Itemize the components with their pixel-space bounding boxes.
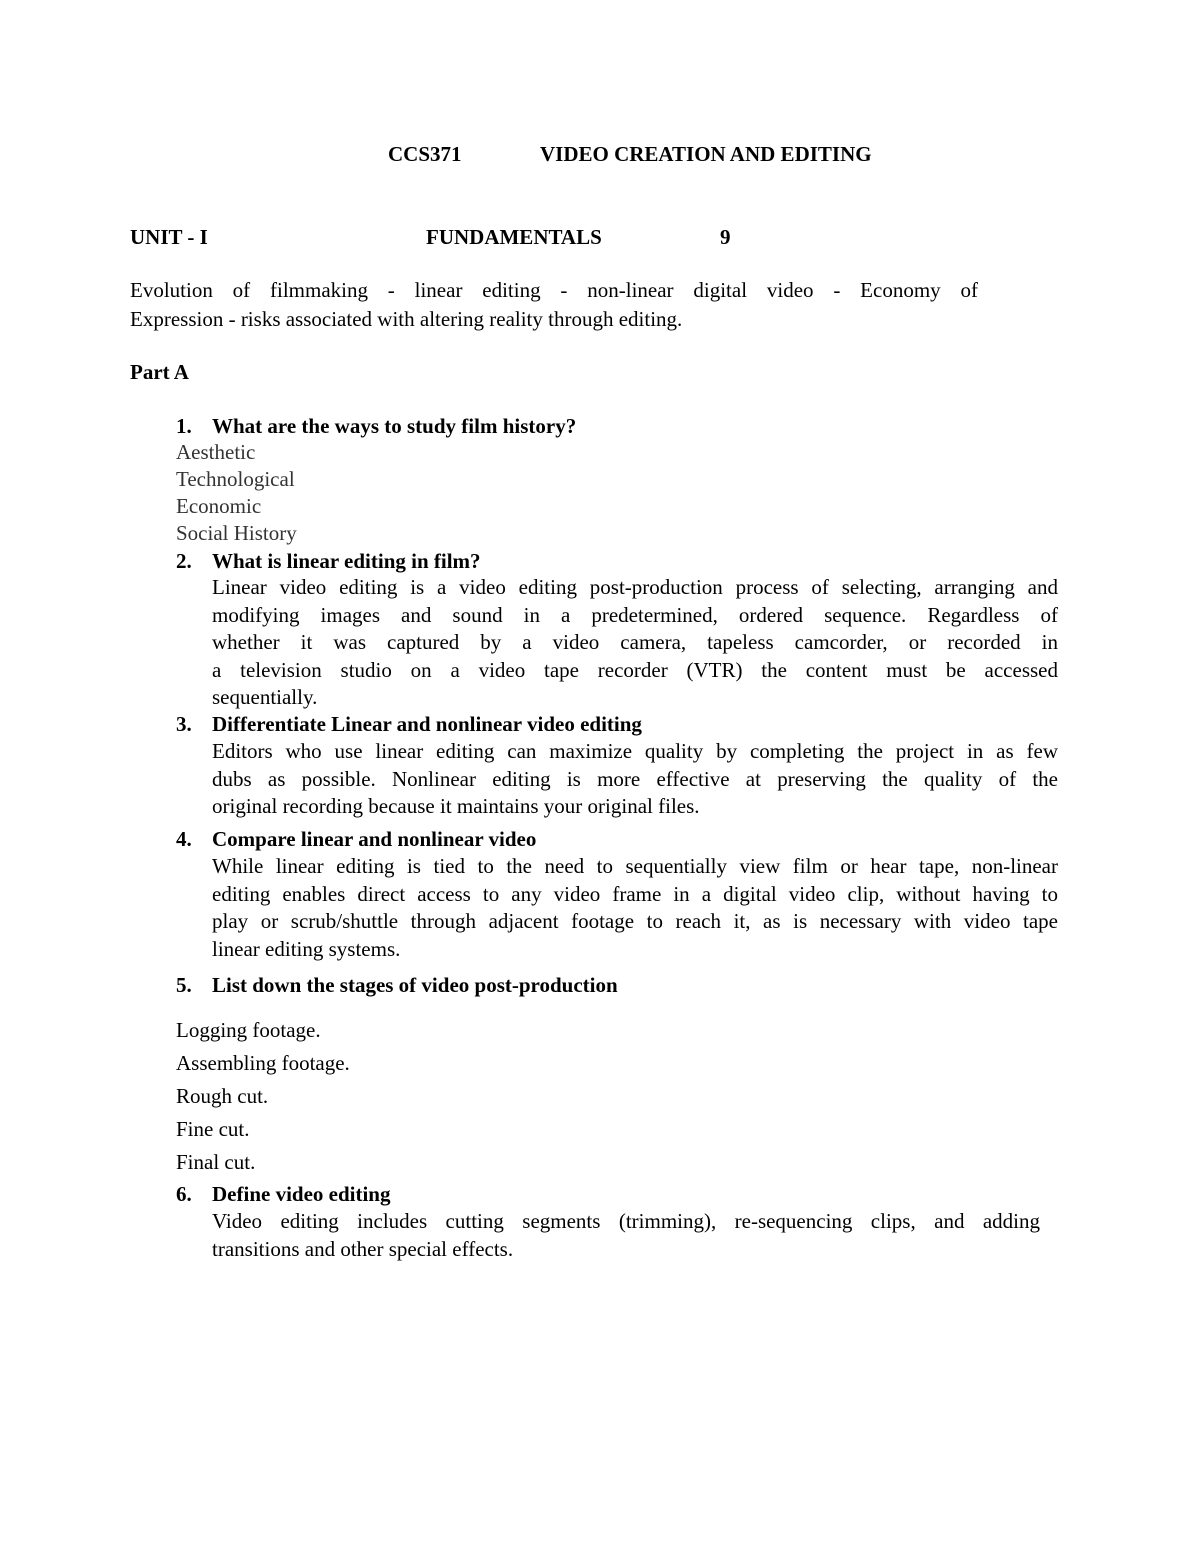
list-item: Rough cut.	[176, 1084, 269, 1108]
answer-line: whether it was captured by a video camera, tapeless camcorder, or recorded in	[212, 630, 1058, 654]
answer-line: original recording because it maintains your original files.	[212, 794, 700, 818]
question-number: 5.	[176, 973, 192, 997]
question-number: 1.	[176, 414, 192, 438]
list-item: Final cut.	[176, 1150, 256, 1174]
list-item: Assembling footage.	[176, 1051, 350, 1075]
answer-line: linear editing systems.	[212, 936, 401, 961]
question-text: Define video editing	[212, 1182, 391, 1206]
answer-line: Video editing includes cutting segments (trimming), re-sequencing clips, and adding	[212, 1209, 1040, 1233]
answer-line: Linear video editing is a video editing post-production process of selecting, arranging and	[212, 575, 1058, 599]
question-text: What is linear editing in film?	[212, 549, 481, 573]
question-text: What are the ways to study film history?	[212, 414, 577, 438]
syllabus-line: Expression - risks associated with altering reality through editing.	[130, 307, 683, 331]
question-number: 2.	[176, 549, 192, 573]
question-number: 6.	[176, 1182, 192, 1206]
list-item: Logging footage.	[176, 1018, 321, 1042]
part-heading: Part A	[130, 360, 189, 384]
question-number: 4.	[176, 827, 192, 851]
answer-line: a television studio on a video tape recorder (VTR) the content must be accessed	[212, 657, 1058, 682]
answer-line: Editors who use linear editing can maximize quality by completing the project in as few	[212, 739, 1058, 763]
unit-label: UNIT - I	[130, 225, 208, 249]
syllabus-paragraph	[130, 276, 978, 334]
list-item: Social History	[176, 521, 297, 545]
question-text: Compare linear and nonlinear video	[212, 827, 537, 851]
answer-line: While linear editing is tied to the need to sequentially view film or hear tape, non-linear	[212, 854, 1058, 878]
syllabus-line: Evolution of filmmaking - linear editing - non-linear digital video - Economy of	[130, 278, 978, 302]
question-text: List down the stages of video post-production	[212, 973, 618, 997]
list-item: Aesthetic	[176, 440, 256, 464]
answer-paragraph	[212, 738, 1058, 821]
answer-line: sequentially.	[212, 685, 318, 709]
answer-line: transitions and other special effects.	[212, 1236, 514, 1261]
list-item: Technological	[176, 467, 295, 491]
list-item: Economic	[176, 494, 262, 518]
course-code: CCS371	[388, 142, 462, 166]
answer-line: play or scrub/shuttle through adjacent footage to reach it, as is necessary with video tape	[212, 909, 1058, 933]
question-text: Differentiate Linear and nonlinear video editing	[212, 712, 642, 736]
question-number: 3.	[176, 712, 192, 736]
answer-paragraph	[212, 574, 1058, 712]
answer-line: editing enables direct access to any video frame in a digital video clip, without having to	[212, 881, 1058, 906]
list-item: Fine cut.	[176, 1117, 250, 1141]
course-title: VIDEO CREATION AND EDITING	[540, 142, 872, 166]
answer-line: modifying images and sound in a predetermined, ordered sequence. Regardless of	[212, 602, 1058, 627]
answer-paragraph	[212, 1208, 1040, 1263]
answer-line: dubs as possible. Nonlinear editing is more effective at preserving the quality of the	[212, 766, 1058, 791]
unit-hours: 9	[720, 225, 731, 249]
answer-paragraph	[212, 853, 1058, 963]
unit-topic: FUNDAMENTALS	[426, 225, 602, 249]
